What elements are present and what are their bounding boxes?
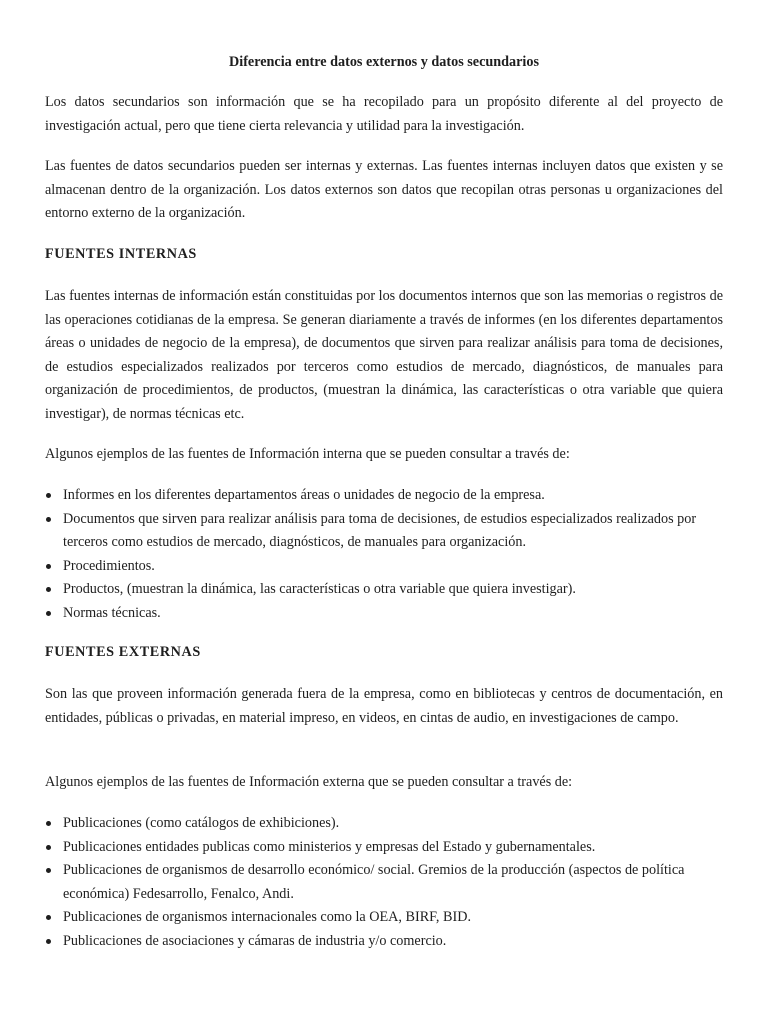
externas-paragraph: Son las que proveen información generada fuera de la empresa, como en bibliotecas y centros de documentación, en entidades, públicas o privadas, en material impreso, en videos, en cintas de audio, en investigaciones de campo.: [45, 686, 723, 726]
list-item: Publicaciones (como catálogos de exhibiciones).: [45, 812, 723, 836]
externas-list: [45, 812, 723, 953]
section-heading-internas: FUENTES INTERNAS: [45, 246, 197, 262]
section-heading-externas: FUENTES EXTERNAS: [45, 644, 201, 660]
bullet-icon: [46, 493, 51, 498]
internas-list: [45, 484, 723, 625]
bullet-icon: [46, 821, 51, 826]
list-item: Informes en los diferentes departamentos áreas o unidades de negocio de la empresa.: [45, 484, 723, 508]
intro-paragraph-2: Las fuentes de datos secundarios pueden ser internas y externas. Las fuentes internas incluyen datos que existen y se almacenan dentro de la organización. Los datos externos son datos que recopilan otras personas u organizaciones del entorno externo de la organización.: [45, 158, 723, 221]
bullet-icon: [46, 517, 51, 522]
list-item: Documentos que sirven para realizar análisis para toma de decisiones, de estudios especializados realizados por terceros como estudios de mercado, diagnósticos, de manuales para organización.: [45, 508, 723, 555]
bullet-icon: [46, 845, 51, 850]
externas-examples-intro: Algunos ejemplos de las fuentes de Información externa que se pueden consultar a través de:: [45, 774, 573, 790]
bullet-icon: [46, 564, 51, 569]
bullet-icon: [46, 915, 51, 920]
internas-examples-intro: Algunos ejemplos de las fuentes de Información interna que se pueden consultar a través de:: [45, 446, 570, 462]
bullet-icon: [46, 587, 51, 592]
list-item: Publicaciones de asociaciones y cámaras de industria y/o comercio.: [45, 930, 723, 954]
list-item: Publicaciones entidades publicas como ministerios y empresas del Estado y gubernamentales.: [45, 836, 723, 860]
intro-paragraph-1: Los datos secundarios son información que se ha recopilado para un propósito diferente al del proyecto de investigación actual, pero que tiene cierta relevancia y utilidad para la investigación.: [45, 94, 723, 134]
list-item: Procedimientos.: [45, 555, 723, 579]
document-title: Diferencia entre datos externos y datos secundarios: [229, 54, 539, 70]
bullet-icon: [46, 868, 51, 873]
bullet-icon: [46, 611, 51, 616]
bullet-icon: [46, 939, 51, 944]
list-item: Productos, (muestran la dinámica, las características o otra variable que quiera investigar).: [45, 578, 723, 602]
list-item: Publicaciones de organismos de desarrollo económico/ social. Gremios de la producción (aspectos de política económica) Fedesarrollo, Fenalco, Andi.: [45, 859, 723, 906]
list-item: Publicaciones de organismos internacionales como la OEA, BIRF, BID.: [45, 906, 723, 930]
internas-paragraph: Las fuentes internas de información están constituidas por los documentos internos que son las memorias o registros de las operaciones cotidianas de la empresa. Se generan diariamente a través de informes (en los diferentes departamentos áreas o unidades de negocio de la empresa), de documentos que sirven para realizar análisis para toma de decisiones, de estudios especializados realizados por terceros como estudios de mercado, diagnósticos, de manuales para organización de procedimientos, de productos, (muestran la dinámica, las características o otra variable que quiera investigar), de normas técnicas etc.: [45, 288, 723, 422]
list-item: Normas técnicas.: [45, 602, 723, 626]
